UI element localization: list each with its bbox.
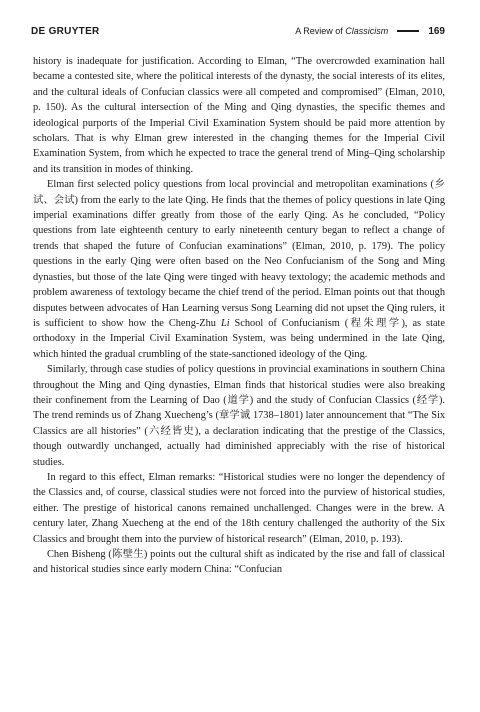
italic-term: Li — [220, 317, 230, 329]
page-header — [31, 24, 445, 38]
running-head-prefix: A Review of — [295, 26, 346, 36]
body-text — [33, 54, 445, 578]
page-number: 169 — [428, 25, 445, 37]
paragraph-3: Similarly, through case studies of policy questions in provincial examinations in southern China throughout the Ming and Qing dynasties, Elman finds that historical studies were also breaking their confinement from the Learning of Dao (道学) and the study of Confucian Classics (经学). The trend reminds us of Zhang Xuecheng’s (章学诚 1738–1801) later announcement that “The Six Classics are all histories” (六经皆史), a declaration indicating that the prestige of the Classics, though outwardly unchanged, actually had diminished appreciably with the rise of historical studies. — [33, 364, 445, 468]
header-rule — [397, 30, 419, 32]
running-head-title: Classicism — [345, 26, 389, 36]
paragraph-4: In regard to this effect, Elman remarks: “Historical studies were no longer the dependency of the Classics and, of course, classical studies were not forced into the purview of historical studies, either. The prestige of historical canons remained unchallenged. Changes were in the brew. A century later, Zhang Xuecheng at the end of the 18th century challenged the authority of the Six Classics and brought them into the purview of historical research” (Elman, 2010, p. 193). — [33, 471, 445, 545]
paragraph-5: Chen Bisheng (陈壁生) points out the cultural shift as indicated by the rise and fall of classical and historical studies since early modern China: “Confucian — [33, 549, 445, 576]
paragraph-1: history is inadequate for justification. According to Elman, “The overcrowded examination hall became a contested site, where the political interests of the dynasty, the social interests of its elites, and the cultural ideals of Confucian classics were all competed and compromised” (Elman, 2010, p. 150). As the cultural intersection of the Ming and Qing dynasties, the specific themes and ideological purports of the Imperial Civil Examination System should be paid more attention by scholars. That is why Elman grew interested in the changing themes for the Imperial Civil Examination System, from which he expected to trace the general trend of Ming–Qing scholarship and its transition in modes of thinking. — [33, 56, 445, 175]
paragraph-2: Elman first selected policy questions from local provincial and metropolitan examinations (乡试、会试) from the early to the late Qing. He finds that the themes of policy questions in late Qing imperial examinations differ greatly from those of the early Qing. As he concluded, “Policy questions from late eighteenth century to early nineteenth century began to reflect a change of trends that shaped the future of Confucian examinations” (Elman, 2010, p. 179). The policy questions in the early Qing were often based on the Neo Confucianism of the Song and Ming dynasties, but those of the late Qing were tinged with heavy textology; the academic methods and problem awareness of textology became the chief trend of the period. Elman points out that though disputes between advocates of Han Learning versus Song Learning did not upset the Qing rulers, it is sufficient to show how the Cheng-Zhu Li School of Confucianism (程朱理学), as state orthodoxy in the Imperial Civil Examination System, was being undermined in the late Qing, which hinted the gradual crumbling of the state-sanctioned ideology of the Qing. — [33, 179, 445, 360]
publisher-name: DE GRUYTER — [31, 25, 100, 37]
running-head — [295, 26, 445, 37]
